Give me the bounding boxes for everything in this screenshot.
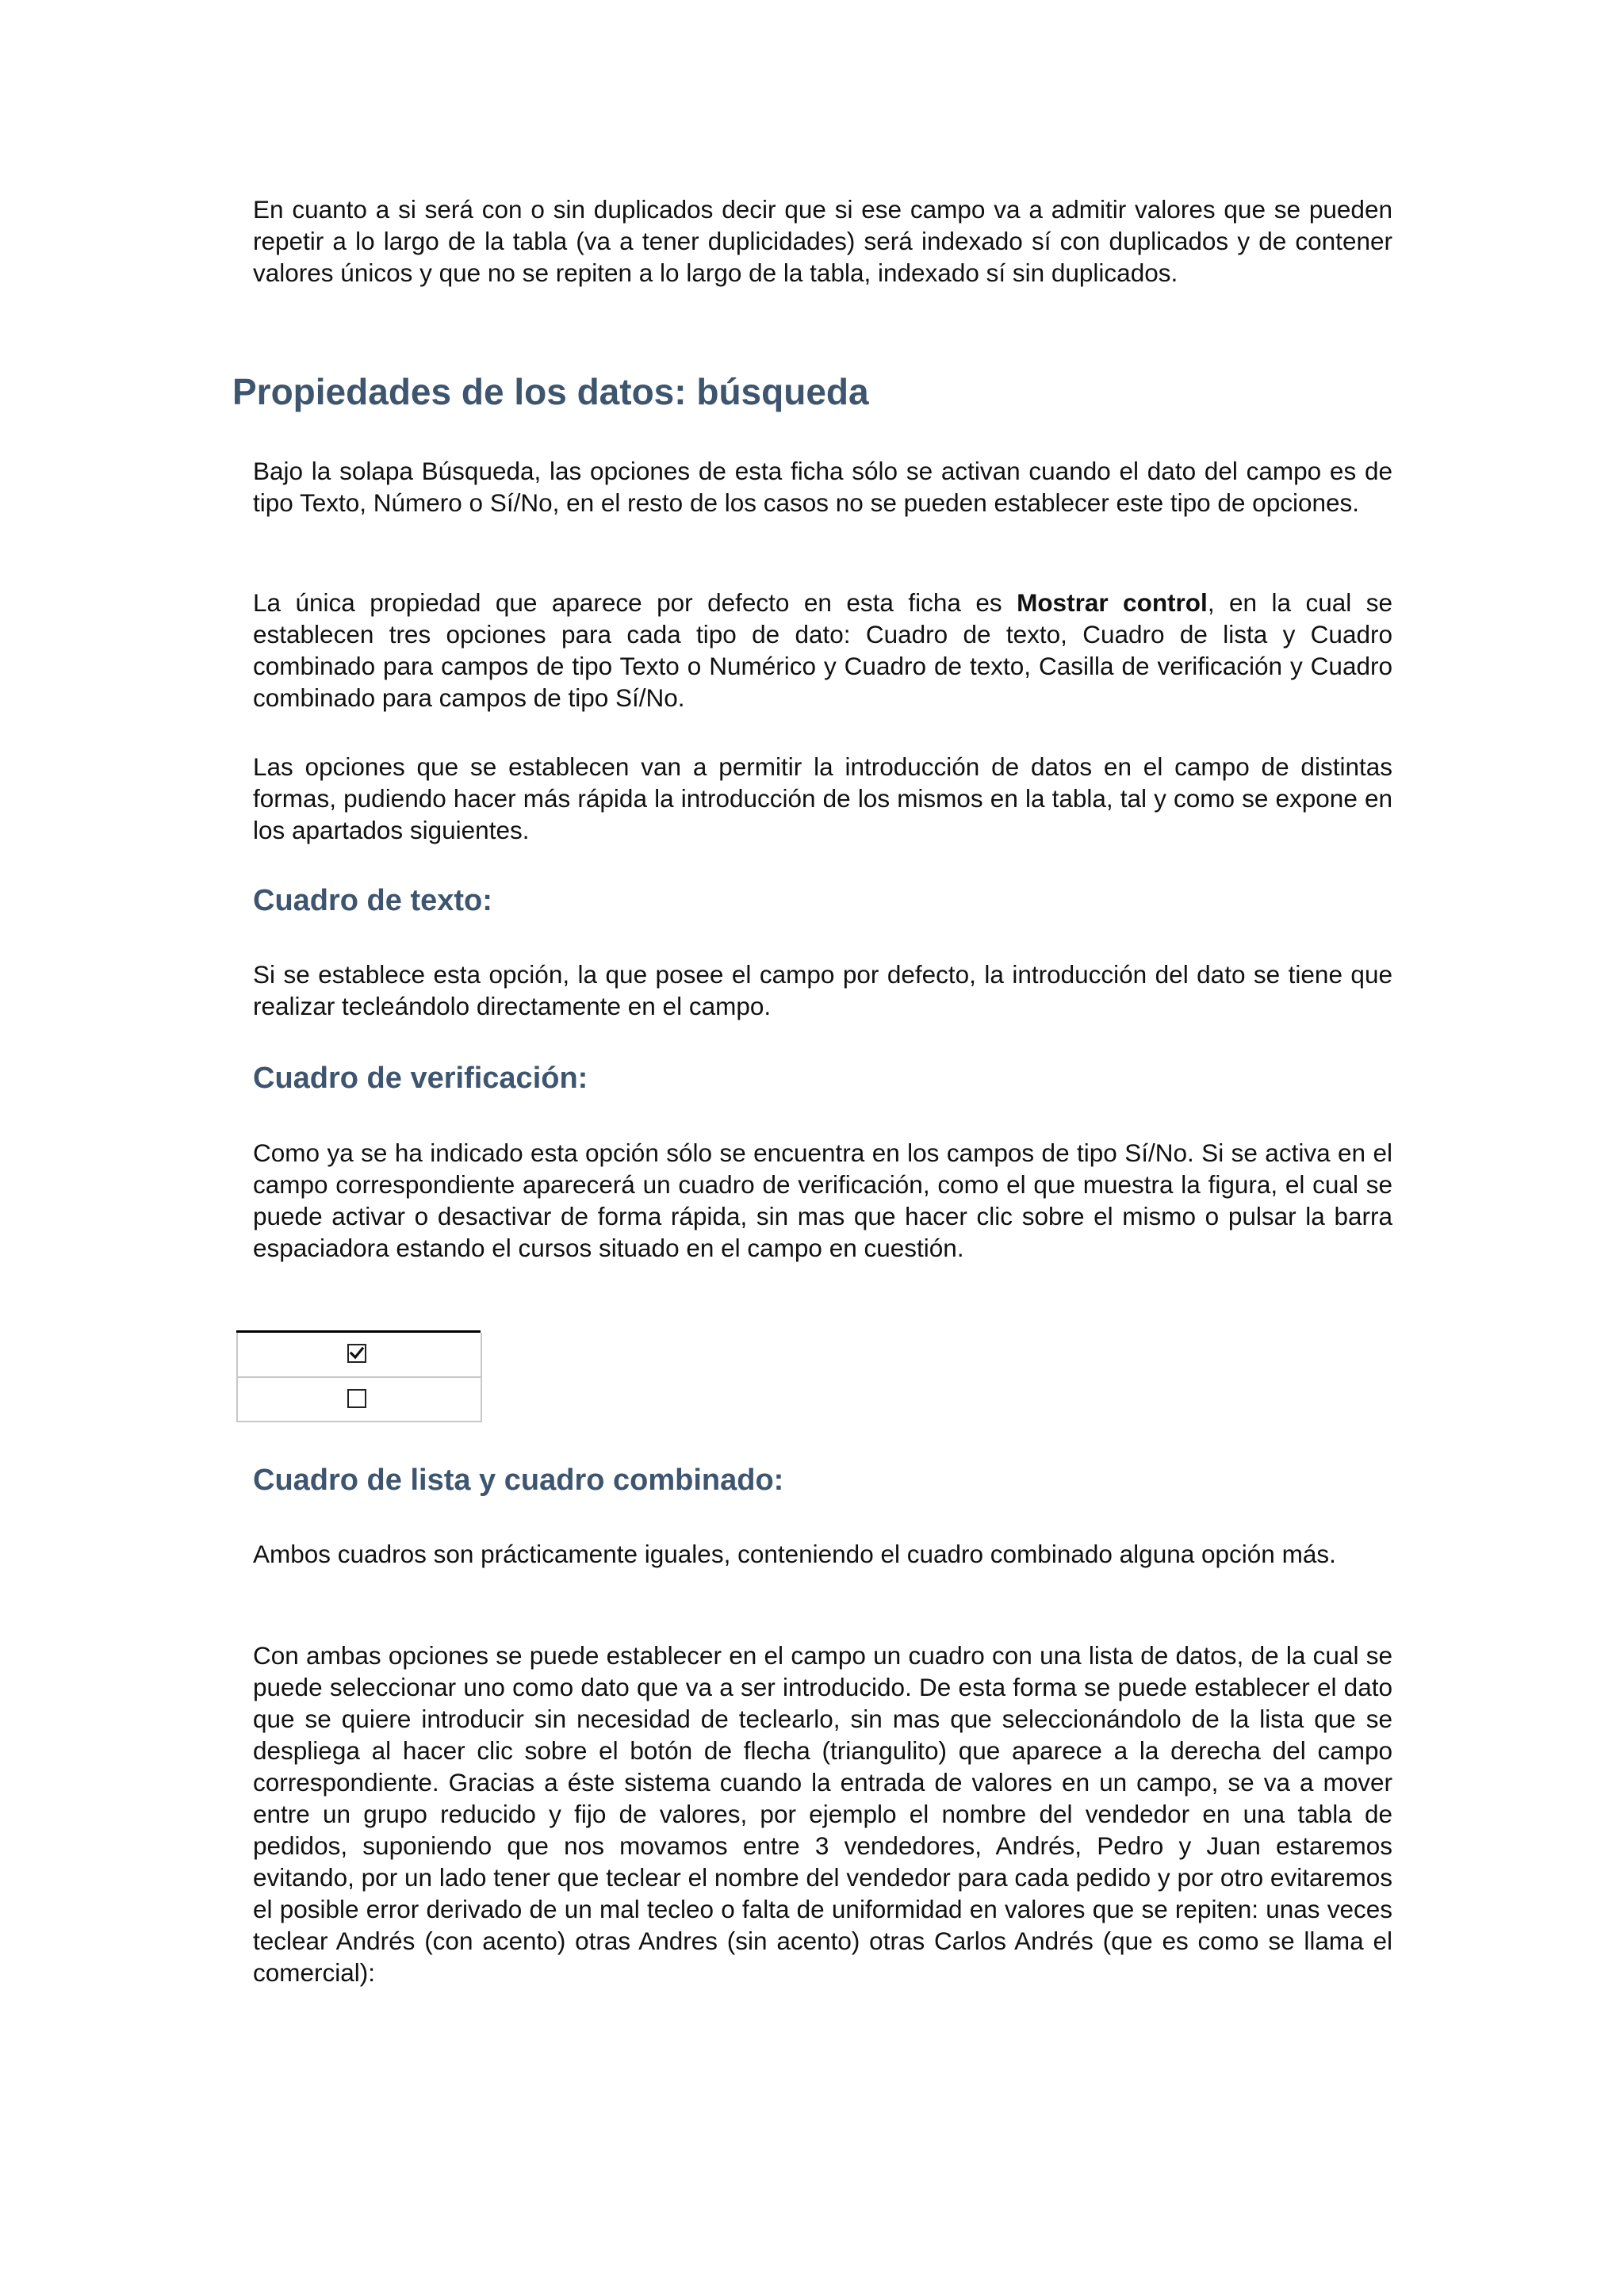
checkmark-icon xyxy=(349,1345,365,1361)
paragraph-mostrar-control xyxy=(253,587,1392,714)
mostrar-control-text-before: La única propiedad que aparece por defecto en esta ficha es xyxy=(253,588,1017,617)
heading-cuadro-verificacion: Cuadro de verificación: xyxy=(253,1062,588,1095)
figure-row-unchecked xyxy=(236,1378,482,1422)
unchecked-checkbox-icon[interactable] xyxy=(347,1389,366,1408)
paragraph-cuadro-verificacion: Como ya se ha indicado esta opción sólo se encuentra en los campos de tipo Sí/No. Si se activa en el campo correspondiente aparecerá un cuadro de verificación, como el que muestra la figura, el cual se puede activar o desactivar de forma rápida, sin mas que hacer clic sobre el mismo o pulsar la barra espaciadora estando el cursos situado en el campo en cuestión. xyxy=(253,1138,1392,1262)
paragraph-duplicados: En cuanto a si será con o sin duplicados decir que si ese campo va a admitir valores que se pueden repetir a lo largo de la tabla (va a tener duplicidades) será indexado sí con duplicados y de contener valores únicos y que no se repiten a lo largo de la tabla, indexado sí sin duplicados. xyxy=(253,195,1392,287)
heading-cuadro-lista: Cuadro de lista y cuadro combinado: xyxy=(253,1464,784,1497)
paragraph-cuadro-texto: Si se establece esta opción, la que posee el campo por defecto, la introducción del dato se tiene que realizar tecleándolo directamente en el campo. xyxy=(253,960,1392,1020)
heading-cuadro-texto: Cuadro de texto: xyxy=(253,884,492,917)
paragraph-opciones: Las opciones que se establecen van a permitir la introducción de datos en el campo de distintas formas, pudiendo hacer más rápida la introducción de los mismos en la tabla, tal y como se expone en los apartados siguientes. xyxy=(253,752,1392,844)
figure-row-checked xyxy=(236,1333,482,1378)
paragraph-lista-datos: Con ambas opciones se puede establecer en el campo un cuadro con una lista de datos, de la cual se puede seleccionar uno como dato que va a ser introducido. De esta forma se puede establecer el dato que se quiere introducir sin necesidad de teclearlo, sin mas que seleccionándolo de la lista que se despliega al hacer clic sobre el botón de flecha (triangulito) que aparece a la derecha del campo correspondiente. Gracias a éste sistema cuando la entrada de valores en un campo, se va a mover entre un grupo reducido y fijo de valores, por ejemplo el nombre del vendedor en una tabla de pedidos, suponiendo que nos movamos entre 3 vendedores, Andrés, Pedro y Juan estaremos evitando, por un lado tener que teclear el nombre del vendedor para cada pedido y por otro evitaremos el posible error derivado de un mal tecleo o falta de uniformidad en valores que se repiten: unas veces teclear Andrés (con acento) otras Andres (sin acento) otras Carlos Andrés (que es como se llama el comercial): xyxy=(253,1641,1392,1987)
heading-propiedades-busqueda: Propiedades de los datos: búsqueda xyxy=(232,371,869,412)
paragraph-solapa-busqueda: Bajo la solapa Búsqueda, las opciones de esta ficha sólo se activan cuando el dato del campo es de tipo Texto, Número o Sí/No, en el resto de los casos no se pueden establecer este tipo de opciones. xyxy=(253,457,1392,517)
mostrar-control-text-after: , en la cual se establecen tres opciones para cada tipo de dato: Cuadro de texto, Cuadro de lista y Cuadro combinado para campos de tipo Texto o Numérico y Cuadro de texto, Casilla de verificación y Cuadro combinado para campos de tipo Sí/No. xyxy=(253,588,1392,712)
mostrar-control-bold: Mostrar control xyxy=(1017,588,1208,617)
checkbox-figure xyxy=(236,1330,481,1422)
checked-checkbox-icon[interactable] xyxy=(347,1344,366,1363)
paragraph-ambos-cuadros: Ambos cuadros son prácticamente iguales, conteniendo el cuadro combinado alguna opción más. xyxy=(253,1540,1336,1568)
